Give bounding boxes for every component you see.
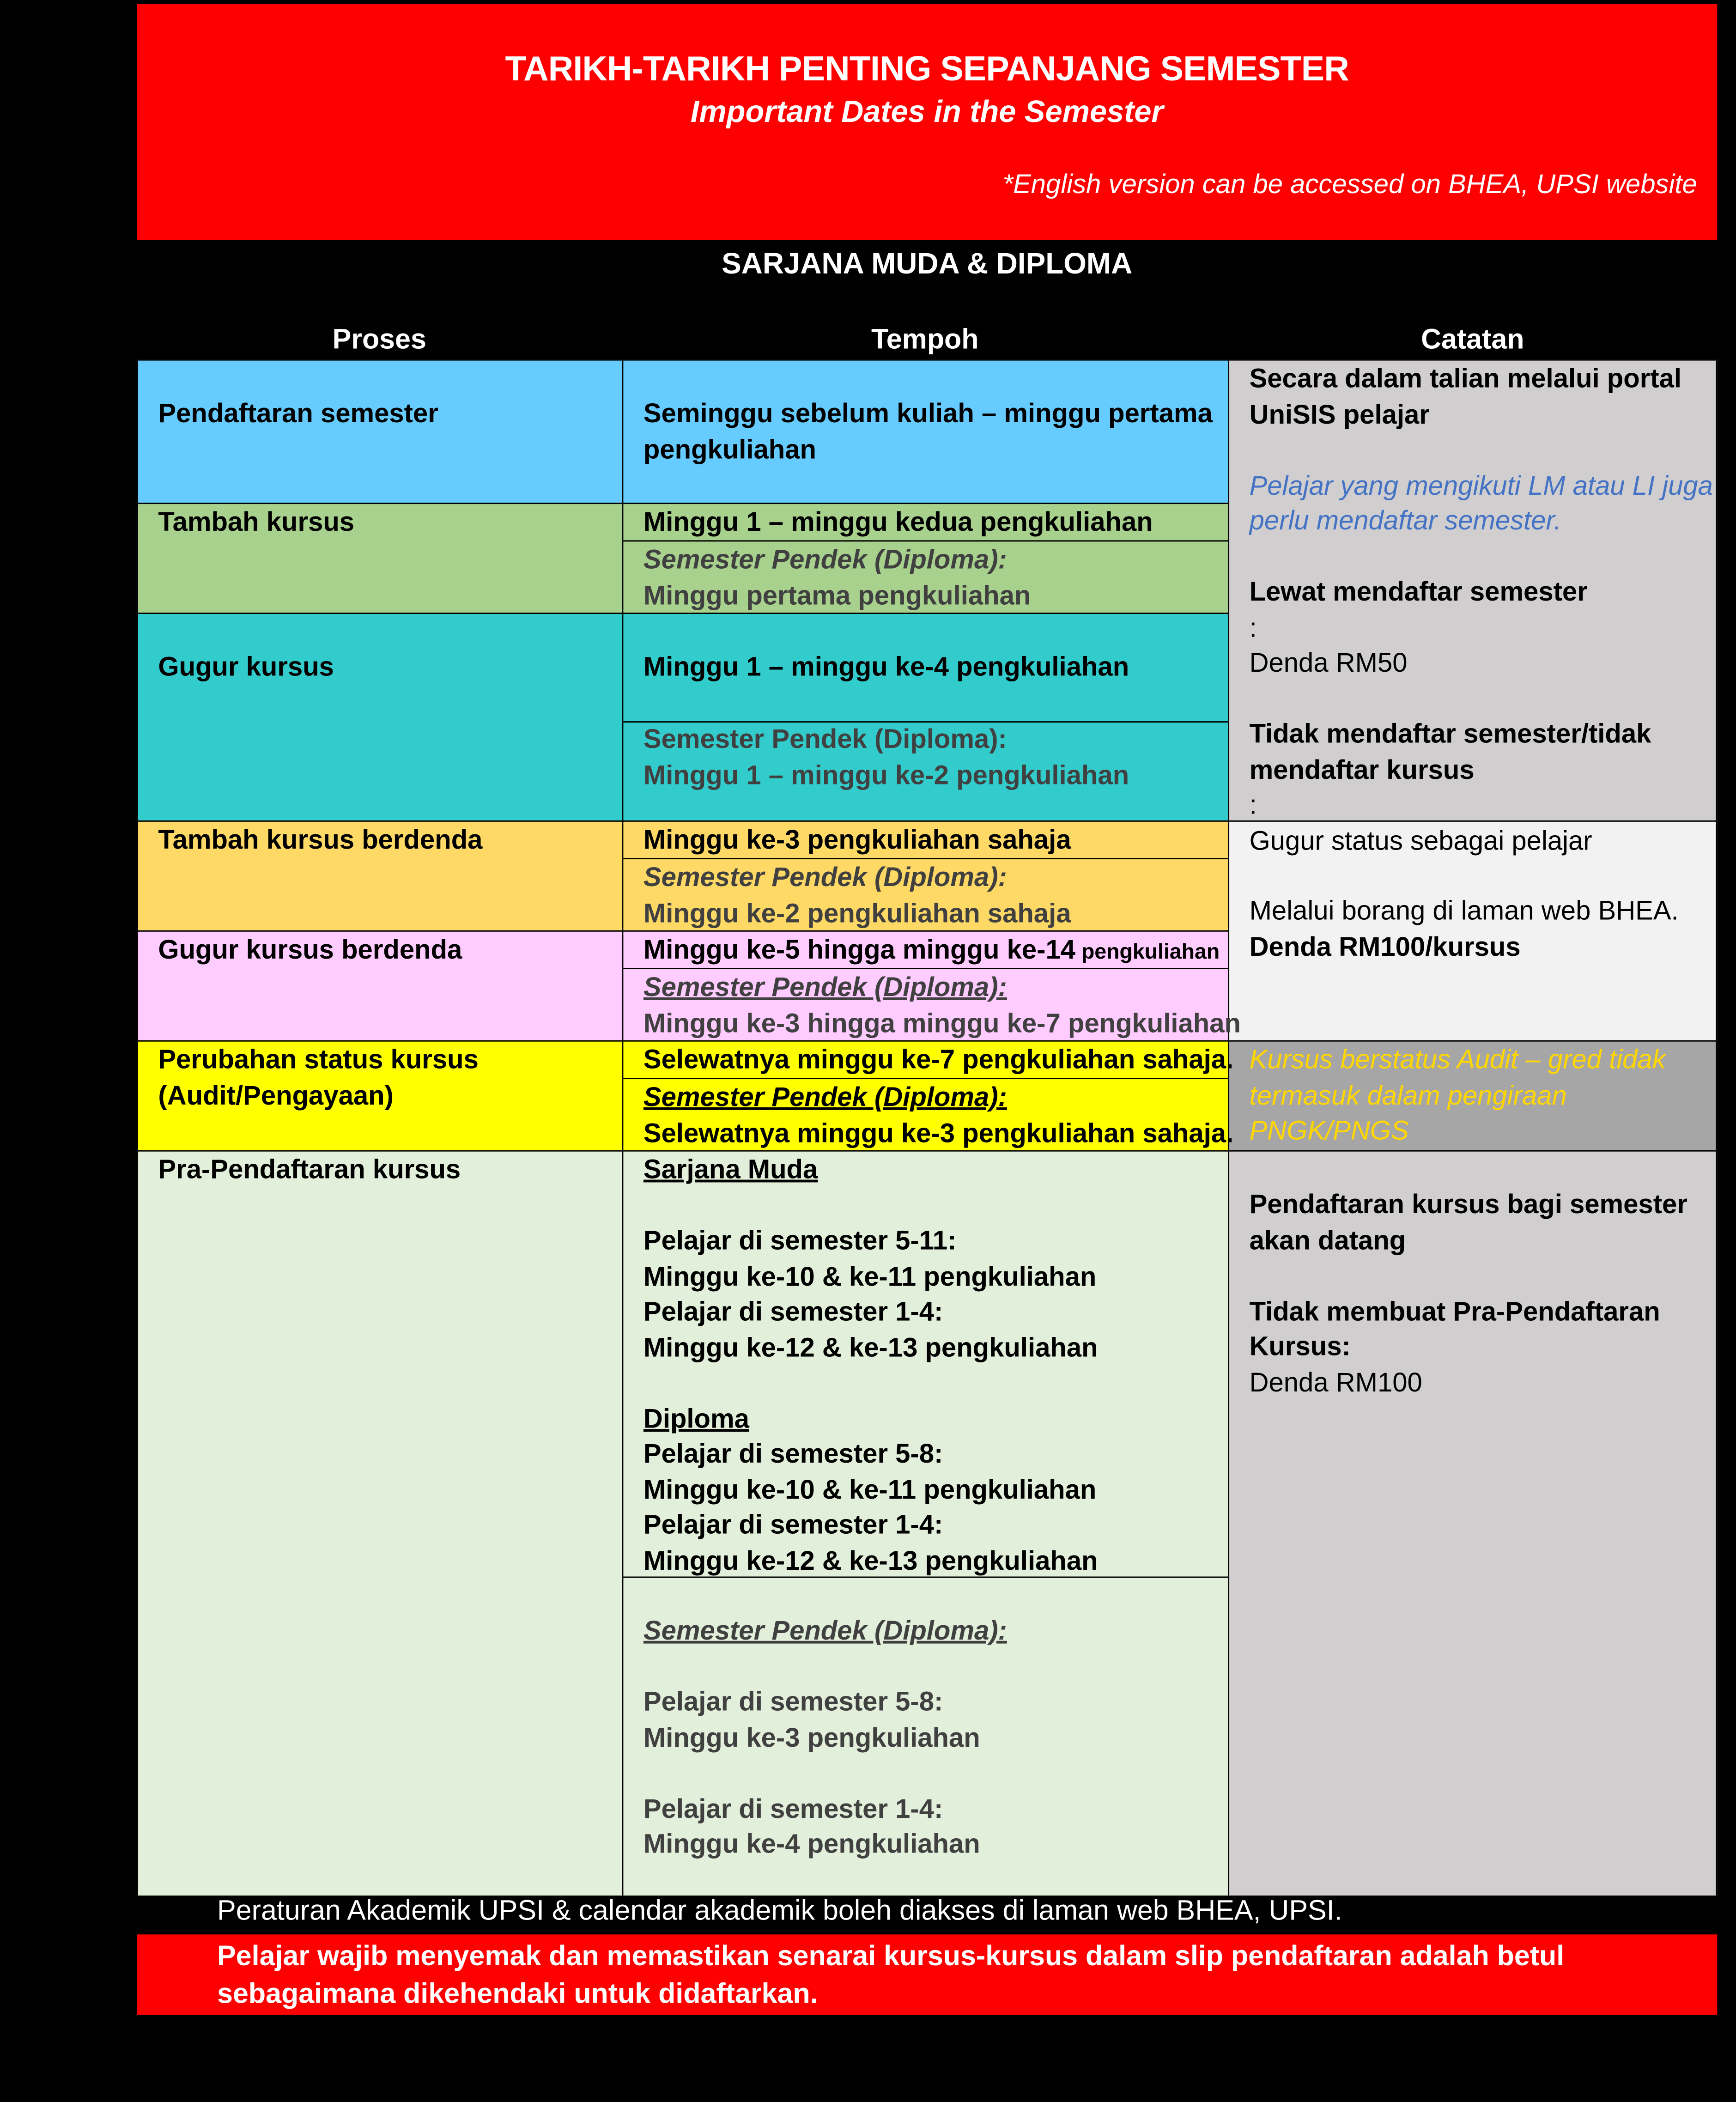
- section-title: SARJANA MUDA & DIPLOMA: [722, 246, 1133, 280]
- catatan-1: Secara dalam talian melalui portal UniSIS pelajar Pelajar yang mengikuti LM atau LI juga perlu mendaftar semester. Lewat mendaftar semester : Denda RM50 Tidak mendaftar semester/tidak mendaftar kursus : Gugur status sebagai pelajar: [1249, 365, 1713, 856]
- catatan-4: Pendaftaran kursus bagi semester akan datang Tidak membuat Pra-Pendaftaran Kursus: Denda RM100: [1249, 1190, 1687, 1398]
- proses-pendaftaran: Pendaftaran semester: [158, 399, 438, 429]
- tempoh-tambah: Minggu 1 – minggu kedua pengkuliahan: [643, 508, 1153, 538]
- column-header-catatan: Catatan: [1420, 324, 1524, 355]
- catatan-3: Kursus berstatus Audit – gred tidak termasuk dalam pengiraan PNGK/PNGS: [1249, 1045, 1666, 1147]
- proses-perubahan: Perubahan status kursus (Audit/Pengayaan): [158, 1045, 479, 1111]
- page-title: TARIKH-TARIKH PENTING SEPANJANG SEMESTER: [505, 48, 1349, 89]
- tempoh-pendaftaran: Seminggu sebelum kuliah – minggu pertama pengkuliahan: [643, 399, 1213, 465]
- tempoh-pra-pendek: Semester Pendek (Diploma): Pelajar di semester 5-8: Minggu ke-3 pengkuliahan Pelajar di semester 1-4: Minggu ke-4 pengkuliahan: [643, 1616, 1007, 1859]
- footer-warning: Pelajar wajib menyemak dan memastikan senarai kursus-kursus dalam slip pendaftaran adalah betul sebagaimana dikehendaki untuk didaftarkan.: [217, 1941, 1565, 2010]
- tempoh-gugur: Minggu 1 – minggu ke-4 pengkuliahan: [643, 653, 1129, 683]
- tempoh-tambah-pendek: Semester Pendek (Diploma): Minggu pertama pengkuliahan: [643, 546, 1031, 611]
- tempoh-perubahan-pendek: Semester Pendek (Diploma): Selewatnya minggu ke-3 pengkuliahan sahaja.: [643, 1083, 1234, 1148]
- tempoh-pra: Sarjana Muda Pelajar di semester 5-11: Minggu ke-10 & ke-11 pengkuliahan Pelajar di semester 1-4: Minggu ke-12 & ke-13 pengkuliahan Diploma Pelajar di semester 5-8: Minggu ke-10 & ke-11 pengkuliahan Pelajar di semester 1-4: Minggu ke-12 & ke-13 pengkuliahan: [643, 1155, 1098, 1576]
- proses-gugur-denda: Gugur kursus berdenda: [158, 936, 462, 966]
- proses-tambah-denda: Tambah kursus berdenda: [158, 826, 483, 856]
- proses-pra: Pra-Pendaftaran kursus: [158, 1155, 461, 1185]
- tempoh-gugur-denda-pendek: Semester Pendek (Diploma): Minggu ke-3 hingga minggu ke-7 pengkuliahan: [643, 973, 1241, 1039]
- tempoh-gugur-pendek: Semester Pendek (Diploma): Minggu 1 – minggu ke-2 pengkuliahan: [643, 725, 1129, 790]
- column-header-tempoh: Tempoh: [871, 324, 979, 355]
- catatan-2: Melalui borang di laman web BHEA. Denda RM100/kursus: [1249, 897, 1679, 962]
- tempoh-tambah-denda-pendek: Semester Pendek (Diploma): Minggu ke-2 pengkuliahan sahaja: [643, 863, 1071, 929]
- column-header-proses: Proses: [332, 324, 426, 355]
- tempoh-tambah-denda: Minggu ke-3 pengkuliahan sahaja: [643, 826, 1071, 856]
- proses-tambah: Tambah kursus: [158, 508, 355, 538]
- footer-info: Peraturan Akademik UPSI & calendar akademik boleh diakses di laman web BHEA, UPSI.: [217, 1895, 1342, 1926]
- tempoh-gugur-denda: Minggu ke-5 hingga minggu ke-14 pengkuliahan: [643, 936, 1220, 966]
- proses-cell-gugur: [137, 613, 623, 822]
- tempoh-perubahan: Selewatnya minggu ke-7 pengkuliahan sahaja.: [643, 1045, 1234, 1075]
- page-subtitle: Important Dates in the Semester: [690, 94, 1164, 129]
- english-version-note: *English version can be accessed on BHEA, UPSI website: [1002, 170, 1697, 200]
- proses-gugur: Gugur kursus: [158, 653, 334, 683]
- proses-cell-pra: [137, 1150, 623, 1897]
